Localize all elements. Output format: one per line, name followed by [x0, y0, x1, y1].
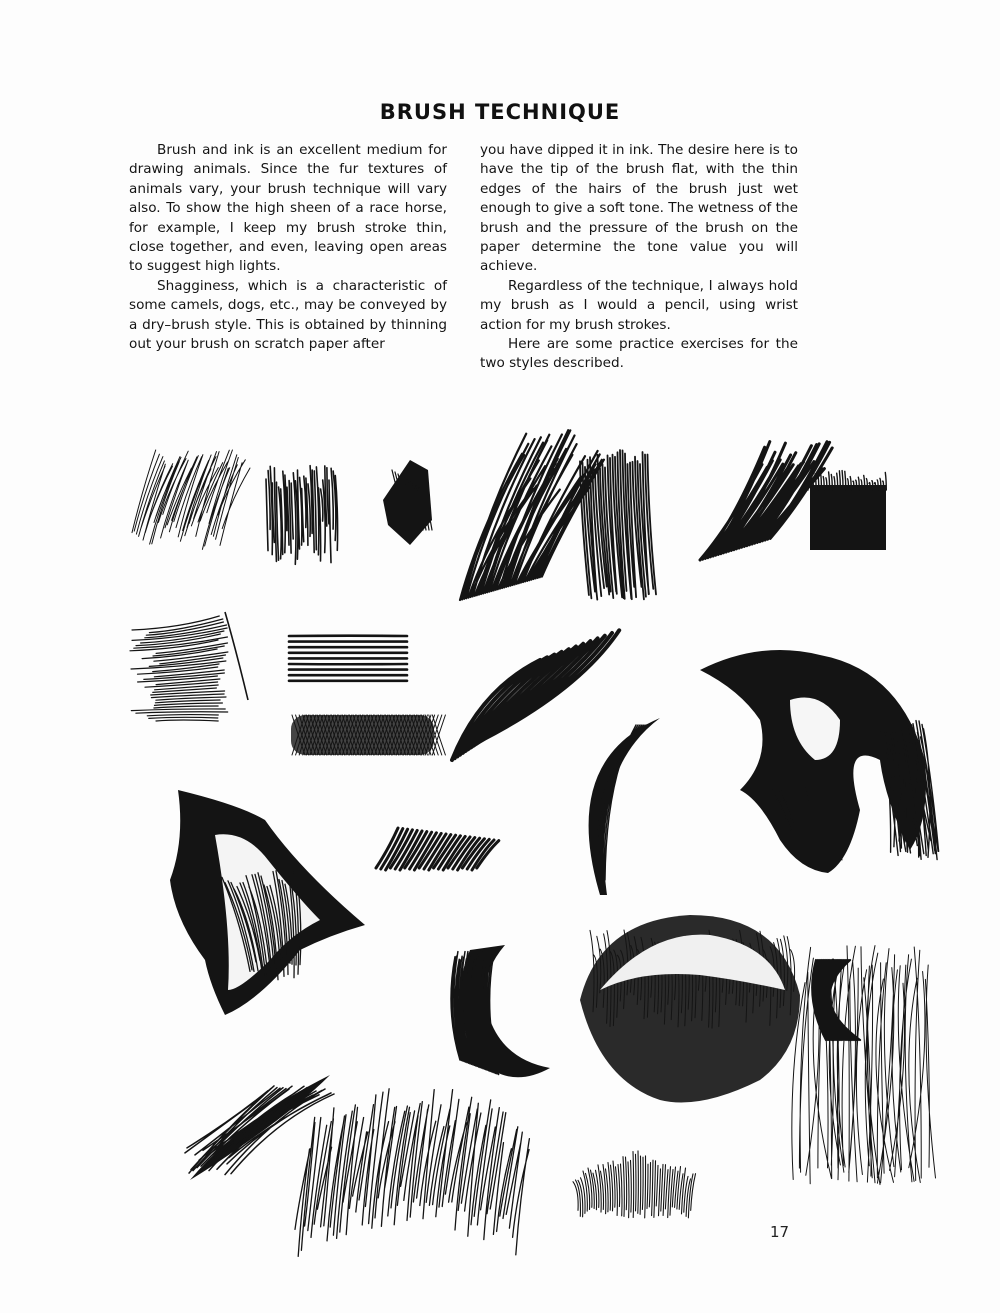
page-title: BRUSH TECHNIQUE — [379, 100, 621, 124]
solid-diagonal-block-swatch — [383, 460, 432, 545]
paragraph: Here are some practice exercises for the two styles described. — [480, 336, 798, 372]
vertical-dry-brush-swatch — [266, 466, 338, 565]
page-number: 17 — [770, 1223, 790, 1241]
crosshatch-bar-swatch — [291, 715, 445, 755]
small-fan-swatch — [573, 1151, 696, 1218]
paragraph: Shagginess, which is a characteristic of some camels, dogs, etc., may be conveyed by a dry–brush style. This is obtained by thinning out your brush on scratch paper after — [129, 277, 447, 353]
fur-mound-swatch — [580, 915, 800, 1103]
horizontal-lines-swatch — [289, 636, 407, 681]
solid-vertical-block-swatch — [807, 470, 886, 550]
short-diagonal-dash-swatch — [376, 828, 499, 870]
paragraph: you have dipped it in ink. The desire here is to have the tip of the brush flat, with the thin edges of the hairs of the brush just wet enough to give a soft tone. The wetness of the brush and the pressure of the brush on the paper determine the tone value you will achieve. — [480, 142, 798, 275]
wavy-hair-swatch — [792, 946, 936, 1185]
fine-diagonal-hatch-swatch — [132, 450, 250, 549]
spiky-fringe-swatch — [295, 1089, 529, 1257]
curved-sickle-stroke-swatch — [589, 718, 660, 895]
curved-s-stroke-swatch — [452, 630, 619, 760]
crescent-stroke-swatch — [451, 945, 550, 1077]
animal-head-study — [700, 650, 939, 873]
soft-horizontal-fan-swatch — [130, 612, 248, 721]
animal-ear-study — [170, 790, 365, 1015]
paragraph: Brush and ink is an excellent medium for drawing animals. Since the fur textures of animals vary, your brush technique will vary also. To show the high sheen of a race horse, for example, I keep my brush stroke thin, close together, and even, leaving open areas to suggest high lights. — [129, 142, 447, 275]
paragraph: Regardless of the technique, I always hold my brush as I would a pencil, using wrist action for my brush strokes. — [480, 277, 798, 333]
